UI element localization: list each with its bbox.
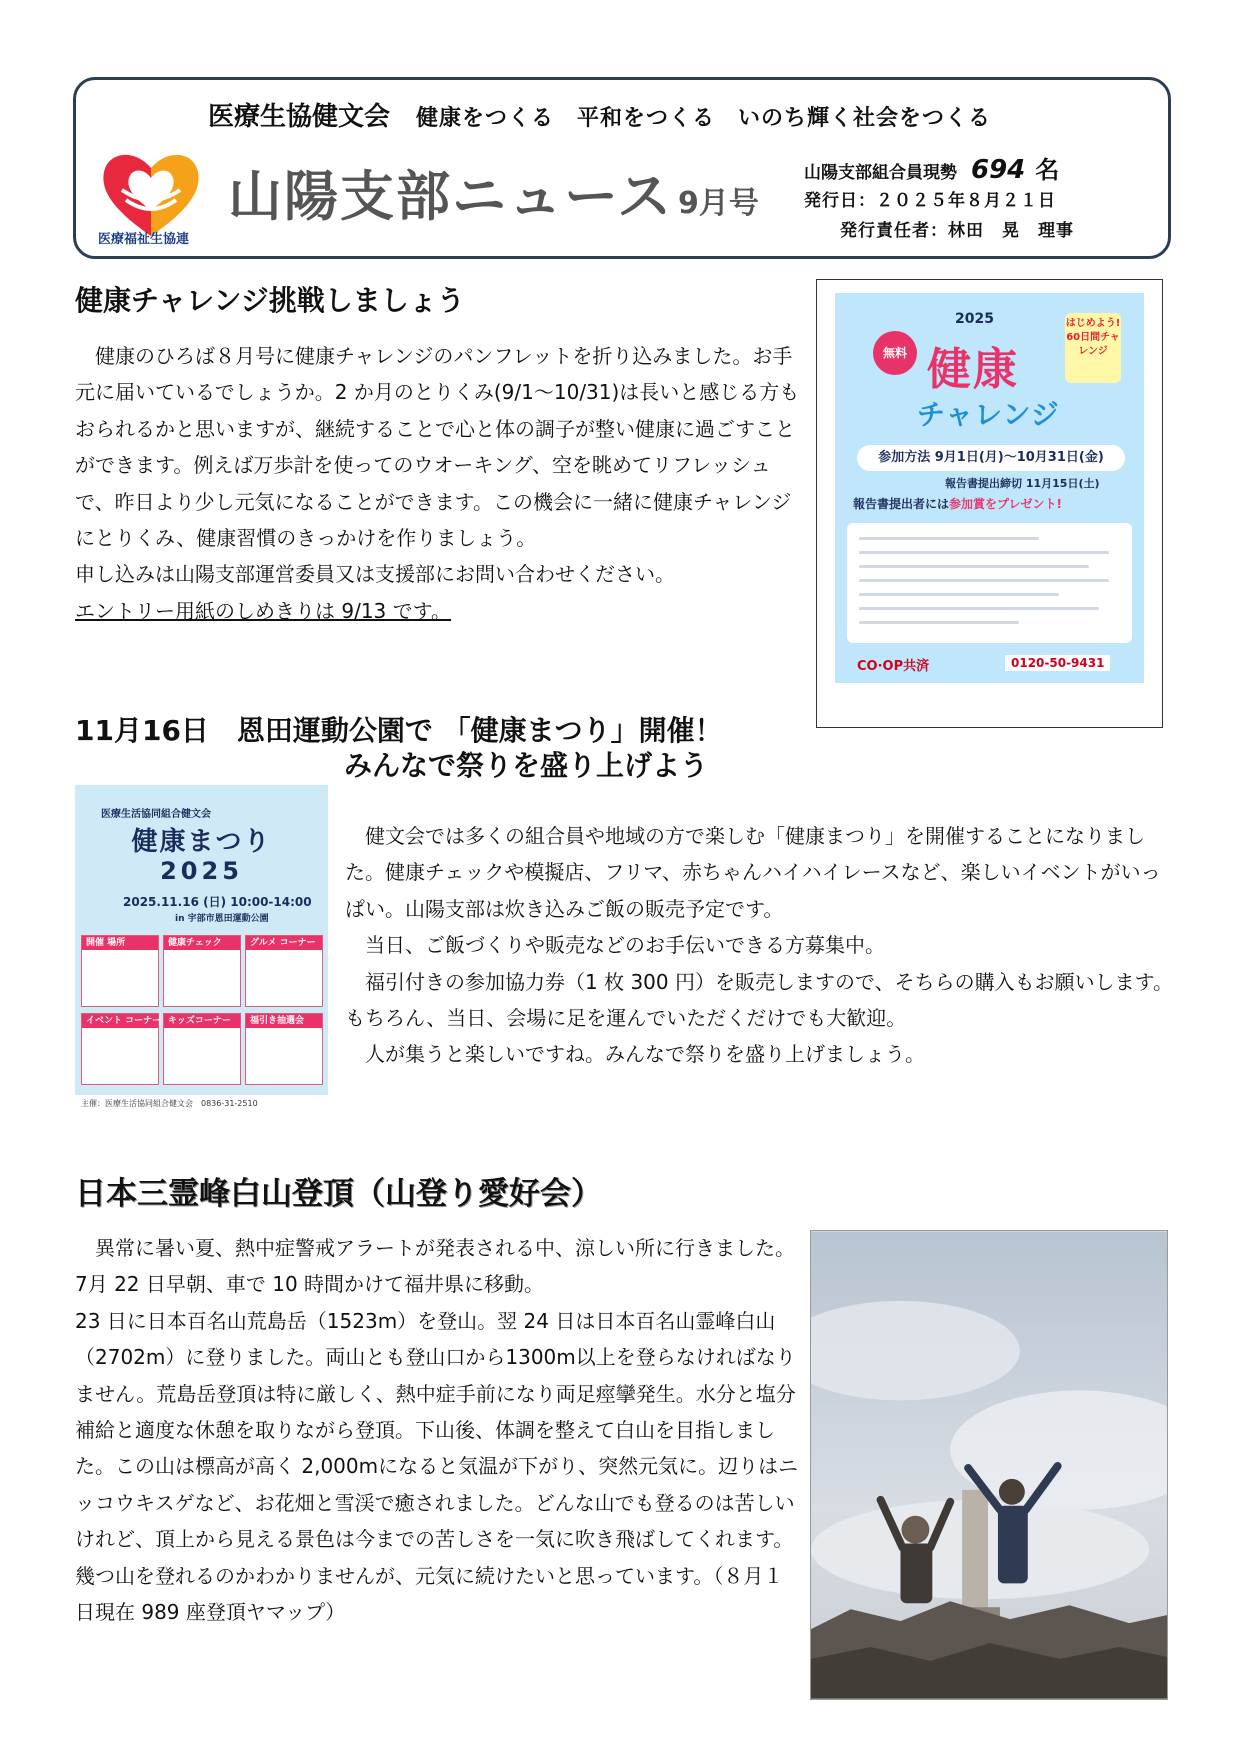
- poster1-year: 2025: [955, 311, 994, 327]
- member-count: [804, 150, 1059, 185]
- poster2-cell: グルメ コーナー: [245, 935, 323, 1007]
- article3-heading: 日本三霊峰白山登頂（山登り愛好会）: [75, 1176, 602, 1212]
- slogan: 健康をつくる 平和をつくる いのち輝く社会をつくる: [416, 106, 992, 131]
- org-line: [208, 96, 991, 133]
- poster1-title-line1: 健康: [927, 344, 1019, 395]
- article2-paragraph: 健文会では多くの組合員や地域の方で楽しむ「健康まつり」を開催することになりました。健康チェックや模擬店、フリマ、赤ちゃんハイハイレースなど、楽しいイベントがいっぱい。山陽支部は炊き込みご飯の販売予定です。: [345, 824, 1161, 921]
- summit-photo: [810, 1230, 1168, 1700]
- poster2-title: 健康まつり: [131, 827, 272, 857]
- article2-heading-line1: 11月16日 恩田運動公園で 「健康まつり」開催！: [75, 714, 723, 747]
- poster1-tag: はじめよう! 60日間チャレンジ: [1065, 313, 1121, 383]
- newsletter-title: 山陽支部ニュース: [228, 165, 674, 228]
- poster1-period: 参加方法 9月1日(月)〜10月31日(金): [857, 445, 1125, 471]
- member-count-value: 694: [971, 155, 1026, 185]
- article1-paragraph: 健康のひろば８月号に健康チャレンジのパンフレットを折り込みました。お手元に届いているでしょうか。2 か月のとりくみ(9/1～10/31)は長いと感じる方もおられるかと思いますが、継続することで心と体の調子が整い健康に過ごすことができます。例えば万歩計を使ってのウオーキング、空を眺めてリフレッシュで、昨日より少し元気になることができます。この機会に一緒に健康チャレンジにとりくみ、健康習慣のきっかけを作りましょう。: [75, 344, 800, 551]
- article1-inquiry: 申し込みは山陽支部運営委員又は支援部にお問い合わせください。: [75, 562, 675, 587]
- poster2-cell: イベント コーナー: [81, 1013, 159, 1085]
- poster1-artwork: [835, 293, 1144, 714]
- article3-paragraph: 異常に暑い夏、熱中症警戒アラートが発表される中、涼しい所に行きました。7月 22 日早朝、車で 10 時間かけて福井県に移動。: [75, 1236, 795, 1297]
- health-festival-poster: [75, 785, 328, 1124]
- poster1-gift: [853, 495, 1062, 512]
- article3-body: [75, 1230, 803, 1630]
- member-count-unit: 名: [1035, 156, 1060, 184]
- article2-paragraph: 当日、ご飯づくりや販売などのお手伝いできる方募集中。: [365, 933, 885, 958]
- poster1-footer: [835, 683, 1144, 714]
- poster1-info-box: [847, 523, 1132, 643]
- issue-date: 発行日：２０２５年８月２１日: [804, 191, 1056, 211]
- poster2-cell: 福引き抽選会: [245, 1013, 323, 1085]
- poster1-title-line2: チャレンジ: [917, 398, 1060, 431]
- poster2-venue: in 宇部市恩田運動公園: [175, 914, 269, 924]
- article1-heading: 健康チャレンジ挑戦しましょう: [75, 284, 465, 317]
- org-name: 医療生協健文会: [208, 102, 391, 132]
- article2-paragraph: 福引付きの参加協力券（1 枚 300 円）を販売しますので、そちらの購入もお願いします。もちろん、当日、会場に足を運んでいただくだけでも大歓迎。: [345, 969, 1173, 1031]
- publisher: 発行責任者：林田 晃 理事: [840, 221, 1074, 241]
- poster2-year: 2025: [160, 857, 243, 885]
- article2-paragraph: 人が集うと楽しいですね。みんなで祭りを盛り上げましょう。: [365, 1042, 925, 1067]
- poster1-free-badge: 無料: [873, 331, 917, 375]
- article2-heading-line2: みんなで祭りを盛り上げよう: [344, 749, 709, 782]
- poster1-report-deadline: 報告書提出締切 11月15日(土): [945, 477, 1100, 490]
- article1-body: [75, 338, 803, 629]
- member-count-label: 山陽支部組合員現勢: [804, 163, 957, 183]
- poster2-org: 医療生活協同組合健文会: [101, 809, 211, 820]
- poster1-gift-highlight: 参加賞をプレゼント!: [949, 497, 1063, 511]
- article2-body: [345, 818, 1173, 1073]
- issue-label: 9月号: [678, 186, 759, 221]
- article3-paragraph: 23 日に日本百名山荒島岳（1523m）を登山。翌 24 日は日本百名山霊峰白山（2702m）に登りました。両山とも登山口から1300m以上を登らなければなりません。荒島岳登頂は特に厳しく、熱中症手前になり両足痙攣発生。水分と塩分補給と適度な休憩を取りながら登頂。下山後、体調を整えて白山を目指しました。この山は標高が高く 2,000mになると気温が下がり、突然元気に。辺りはニッコウキスゲなど、お花畑と雪渓で癒されました。どんな山でも登るのは苦しいけれど、頂上から見える景色は今までの苦しさを一気に吹き飛ばしてくれます。幾つ山を登れるのかわかりませんが、元気に続けたいと思っています。（８月１日現在 989 座登頂ヤマップ）: [75, 1308, 799, 1625]
- poster2-cell: 開催 場所: [81, 935, 159, 1007]
- article1-deadline: エントリー用紙のしめきりは 9/13 です。: [75, 598, 452, 623]
- poster2-date: 2025.11.16 (日) 10:00-14:00: [123, 895, 312, 909]
- health-challenge-poster: [816, 279, 1163, 728]
- poster2-footer: 主催：医療生活協同組合健文会 0836-31-2510: [75, 1095, 328, 1124]
- logo-caption: 医療福祉生協連: [98, 232, 190, 247]
- poster1-coop-logo: CO·OP共済: [857, 659, 930, 674]
- poster1-gift-prefix: 報告書提出者には: [853, 497, 950, 511]
- poster2-cell: キッズコーナー: [163, 1013, 241, 1085]
- poster1-tel: 0120-50-9431: [1005, 655, 1110, 671]
- poster2-cell: 健康チェック: [163, 935, 241, 1007]
